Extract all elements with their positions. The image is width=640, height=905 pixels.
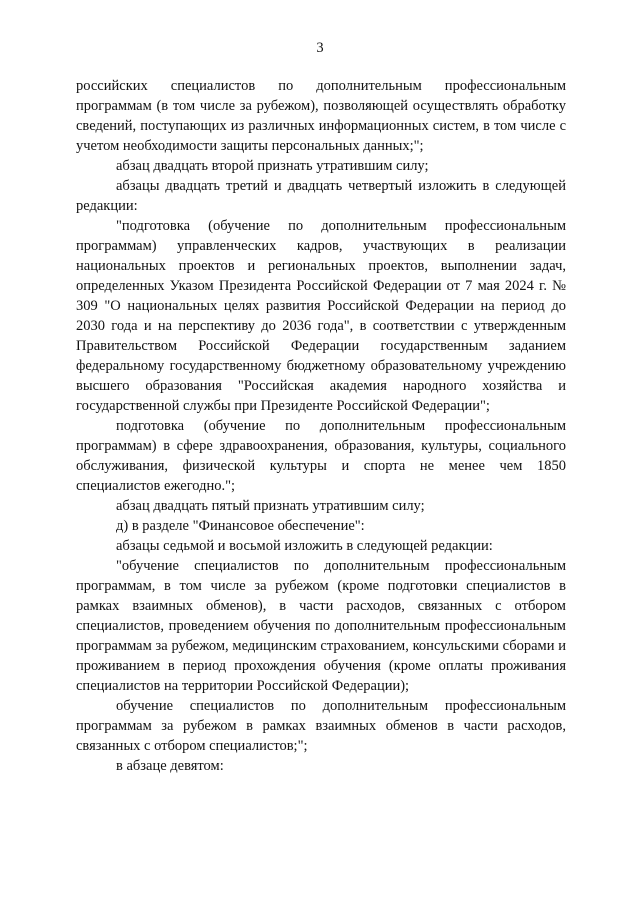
paragraph: в абзаце девятом: [116, 758, 224, 774]
document-body [76, 76, 566, 776]
paragraph: абзац двадцать пятый признать утратившим силу; [116, 498, 425, 514]
page-number: 3 [316, 40, 324, 56]
paragraph: абзац двадцать второй признать утратившим силу; [116, 158, 429, 174]
paragraph: обучение специалистов по дополнительным профессиональным программам за рубежом в рамках взаимных обменов в части расходов, связанных с отбором специалистов;"; [76, 698, 566, 754]
paragraph: "подготовка (обучение по дополнительным профессиональным программам) управленческих кадров, участвующих в реализации национальных проектов и региональных проектов, выполнении задач, определенных Указом Президента Российской Федерации от 7 мая 2024 г. № 309 "О национальных целях развития Российской Федерации на период до 2030 года и на перспективу до 2036 года", в соответствии с утвержденным Правительством Российской Федерации государственным заданием федеральному государственному бюджетному образовательному учреждению высшего образования "Российская академия народного хозяйства и государственной службы при Президенте Российской Федерации"; [76, 218, 566, 414]
paragraph: абзацы седьмой и восьмой изложить в следующей редакции: [116, 538, 493, 554]
paragraph: д) в разделе "Финансовое обеспечение": [116, 518, 365, 534]
paragraph: абзацы двадцать третий и двадцать четвертый изложить в следующей редакции: [76, 178, 566, 214]
paragraph: "обучение специалистов по дополнительным профессиональным программам, в том числе за рубежом (кроме подготовки специалистов в рамках взаимных обменов), в части расходов, связанных с отбором специалистов, проведением обучения по дополнительным профессиональным программам за рубежом, медицинским страхованием, консульскими сборами и проживанием в период прохождения обучения (кроме оплаты проживания специалистов на территории Российской Федерации); [76, 558, 566, 694]
paragraph: подготовка (обучение по дополнительным профессиональным программам) в сфере здравоохранения, образования, культуры, социального обслуживания, физической культуры и спорта не менее чем 1850 специалистов ежегодно."; [76, 418, 566, 494]
paragraph: российских специалистов по дополнительным профессиональным программам (в том числе за рубежом), позволяющей осуществлять обработку сведений, поступающих из различных информационных систем, в том числе с учетом необходимости защиты персональных данных;"; [76, 78, 566, 154]
